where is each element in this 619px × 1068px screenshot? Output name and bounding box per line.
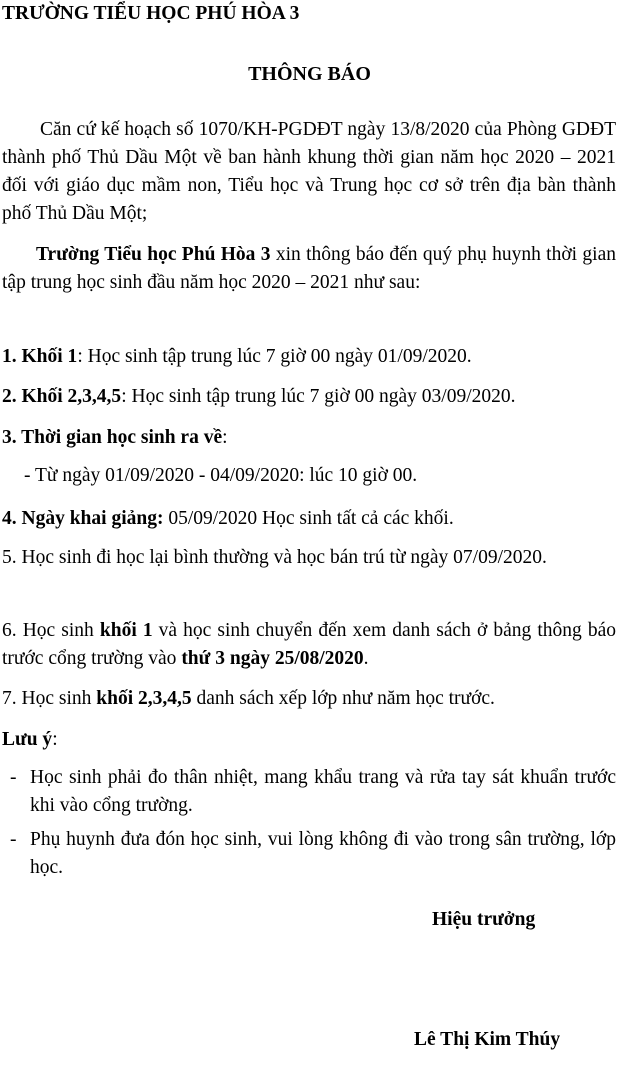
note-item-text: Phụ huynh đưa đón học sinh, vui lòng không đi vào trong sân trường, lớp học. bbox=[30, 829, 616, 878]
note-colon: : bbox=[52, 729, 58, 750]
item-dismissal-time bbox=[2, 424, 228, 452]
signature-name: Lê Thị Kim Thúy bbox=[414, 1029, 561, 1050]
item-opening-day-label: 4. Ngày khai giảng: bbox=[2, 508, 164, 529]
document-title: THÔNG BÁO bbox=[248, 63, 371, 85]
note-heading bbox=[2, 726, 58, 754]
announce-paragraph bbox=[2, 241, 616, 297]
item-6-bold-grade: khối 1 bbox=[99, 620, 153, 641]
note-item bbox=[10, 826, 616, 882]
note-item bbox=[10, 764, 616, 820]
item-dismissal-detail: - Từ ngày 01/09/2020 - 04/09/2020: lúc 10 giờ 00. bbox=[24, 465, 418, 486]
announce-school-name: Trường Tiểu học Phú Hòa 3 bbox=[36, 244, 271, 265]
intro-paragraph: Căn cứ kế hoạch số 1070/KH-PGDĐT ngày 13/8/2020 của Phòng GDĐT thành phố Thủ Dầu Một về ban hành khung thời gian năm học 2020 – 2021 đối với giáo dục mầm non, Tiểu học và Trung học cơ sở trên địa bàn thành phố Thủ Dầu Một; bbox=[2, 119, 616, 224]
item-class-list-grade-1 bbox=[2, 617, 616, 673]
note-list bbox=[10, 764, 616, 888]
item-6-mid: và học sinh chuyển đến xem danh sách ở bảng thông báo trước cổng trường vào bbox=[2, 620, 617, 669]
item-7-pre: 7. Học sinh bbox=[2, 688, 97, 709]
item-grade-1 bbox=[2, 343, 472, 371]
item-grade-2-5-label: 2. Khối 2,3,4,5 bbox=[2, 386, 122, 407]
item-opening-day-text: 05/09/2020 Học sinh tất cả các khối. bbox=[163, 508, 454, 529]
note-item-text: Học sinh phải đo thân nhiệt, mang khẩu trang và rửa tay sát khuẩn trước khi vào cổng trường. bbox=[30, 767, 616, 816]
note-label: Lưu ý bbox=[2, 729, 53, 750]
item-7-bold: khối 2,3,4,5 bbox=[96, 688, 192, 709]
item-6-bold-date: thứ 3 ngày 25/08/2020 bbox=[181, 648, 364, 669]
item-grade-1-label: 1. Khối 1 bbox=[2, 346, 78, 367]
bullet-dash: - bbox=[10, 829, 17, 850]
bullet-dash: - bbox=[10, 767, 17, 788]
item-class-list-grade-2-5 bbox=[2, 685, 495, 713]
item-grade-1-text: : Học sinh tập trung lúc 7 giờ 00 ngày 01/09/2020. bbox=[77, 346, 472, 367]
item-dismissal-time-colon: : bbox=[222, 427, 228, 448]
item-6-pre: 6. Học sinh bbox=[2, 620, 100, 641]
item-dismissal-time-label: 3. Thời gian học sinh ra về bbox=[2, 427, 223, 448]
announce-text: xin thông báo đến quý phụ huynh thời gian tập trung học sinh đầu năm học 2020 – 2021 như sau: bbox=[2, 244, 617, 293]
signature-title: Hiệu trưởng bbox=[432, 909, 536, 930]
item-regular-school: 5. Học sinh đi học lại bình thường và học bán trú từ ngày 07/09/2020. bbox=[2, 547, 547, 568]
school-name: TRƯỜNG TIỂU HỌC PHÚ HÒA 3 bbox=[2, 3, 300, 24]
item-6-post: . bbox=[363, 648, 369, 669]
item-grade-2-5-text: : Học sinh tập trung lúc 7 giờ 00 ngày 03/09/2020. bbox=[121, 386, 516, 407]
item-grade-2-5 bbox=[2, 383, 516, 411]
item-7-post: danh sách xếp lớp như năm học trước. bbox=[191, 688, 495, 709]
item-opening-day bbox=[2, 505, 454, 533]
